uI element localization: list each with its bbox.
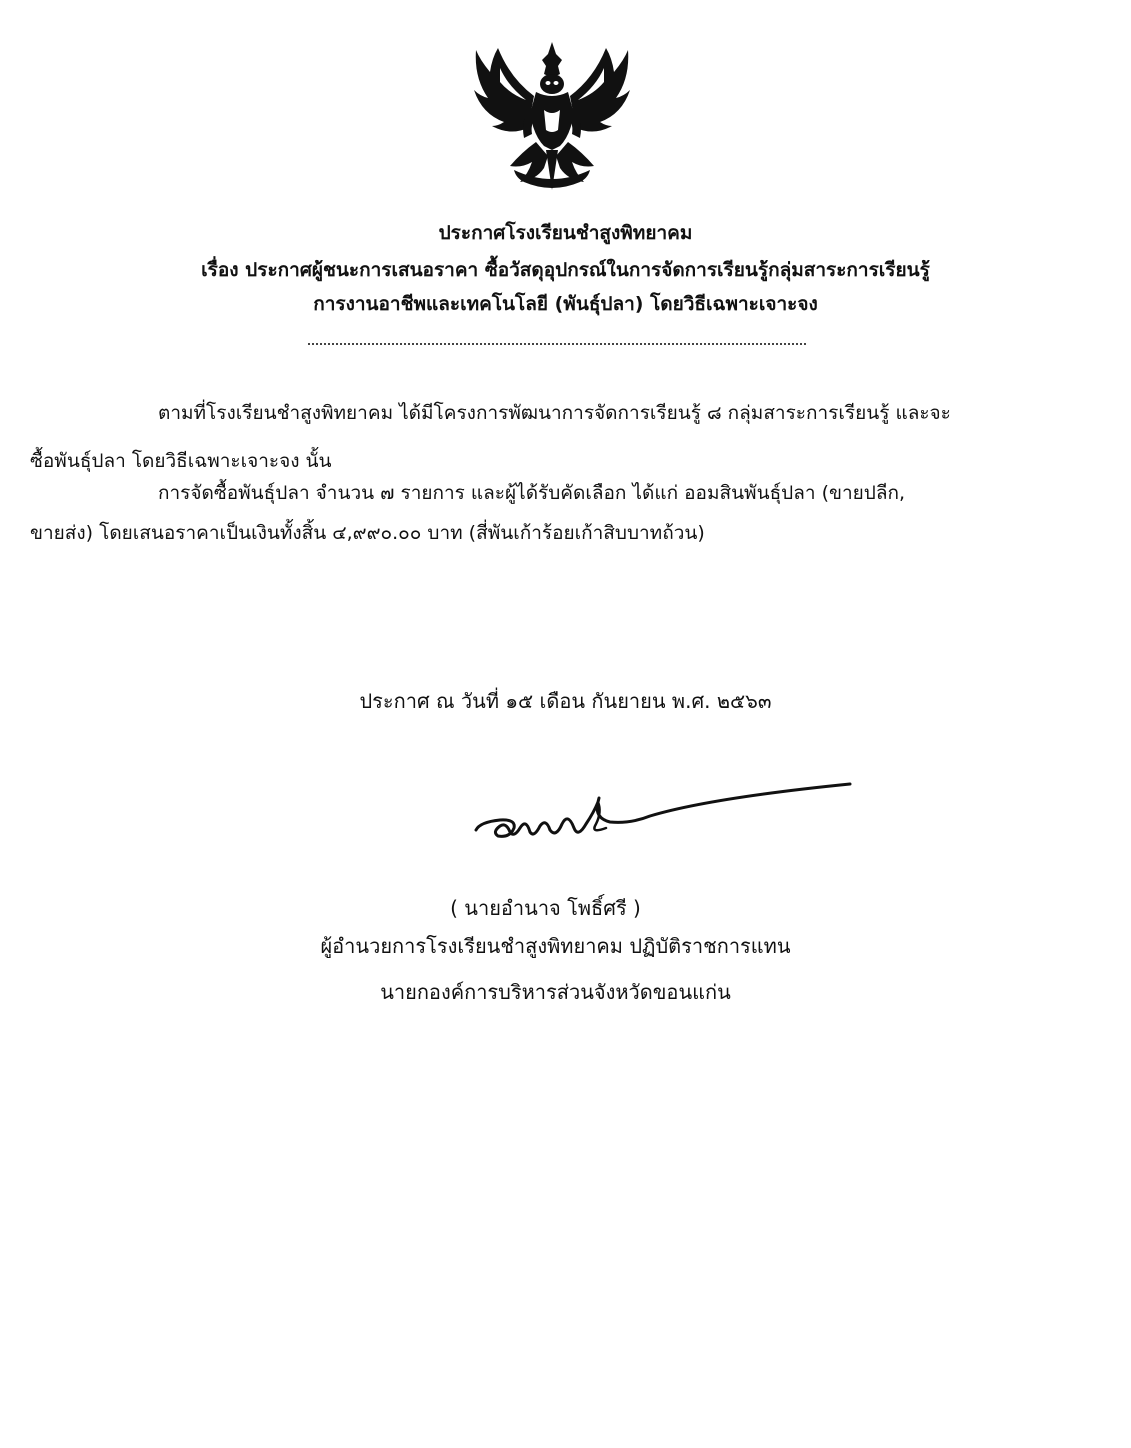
garuda-emblem-icon <box>470 38 635 193</box>
signer-name: ( นายอำนาจ โพธิ์ศรี ) <box>450 896 641 920</box>
announcement-title: ประกาศโรงเรียนชำสูงพิทยาคม <box>438 222 693 244</box>
paragraph-2-line-2: ขายส่ง) โดยเสนอราคาเป็นเงินทั้งสิ้น ๔,๙๙๐.๐๐ บาท (สี่พันเก้าร้อยเก้าสิบบาทถ้วน) <box>30 522 705 544</box>
handwritten-signature <box>470 772 855 852</box>
paragraph-1-line-2: ซื้อพันธุ์ปลา โดยวิธีเฉพาะเจาะจง นั้น <box>30 450 332 472</box>
signer-position-line-2: นายกองค์การบริหารส่วนจังหวัดขอนแก่น <box>380 980 731 1004</box>
announcement-subject-line-2: การงานอาชีพและเทคโนโลยี (พันธุ์ปลา) โดยวิธีเฉพาะเจาะจง <box>313 293 818 315</box>
paragraph-2-line-1: การจัดซื้อพันธุ์ปลา จำนวน ๗ รายการ และผู้ได้รับคัดเลือก ได้แก่ ออมสินพันธุ์ปลา (ขายปลีก, <box>158 482 906 504</box>
dotted-divider <box>308 343 806 345</box>
announcement-subject-line-1: เรื่อง ประกาศผู้ชนะการเสนอราคา ซื้อวัสดุอุปกรณ์ในการจัดการเรียนรู้กลุ่มสาระการเรียนรู้ <box>201 259 930 281</box>
announcement-date: ประกาศ ณ วันที่ ๑๕ เดือน กันยายน พ.ศ. ๒๕๖๓ <box>359 689 772 713</box>
paragraph-1-line-1: ตามที่โรงเรียนชำสูงพิทยาคม ได้มีโครงการพัฒนาการจัดการเรียนรู้ ๘ กลุ่มสาระการเรียนรู้ และจะ <box>158 402 951 424</box>
signer-position-line-1: ผู้อำนวยการโรงเรียนชำสูงพิทยาคม ปฏิบัติราชการแทน <box>320 934 791 958</box>
